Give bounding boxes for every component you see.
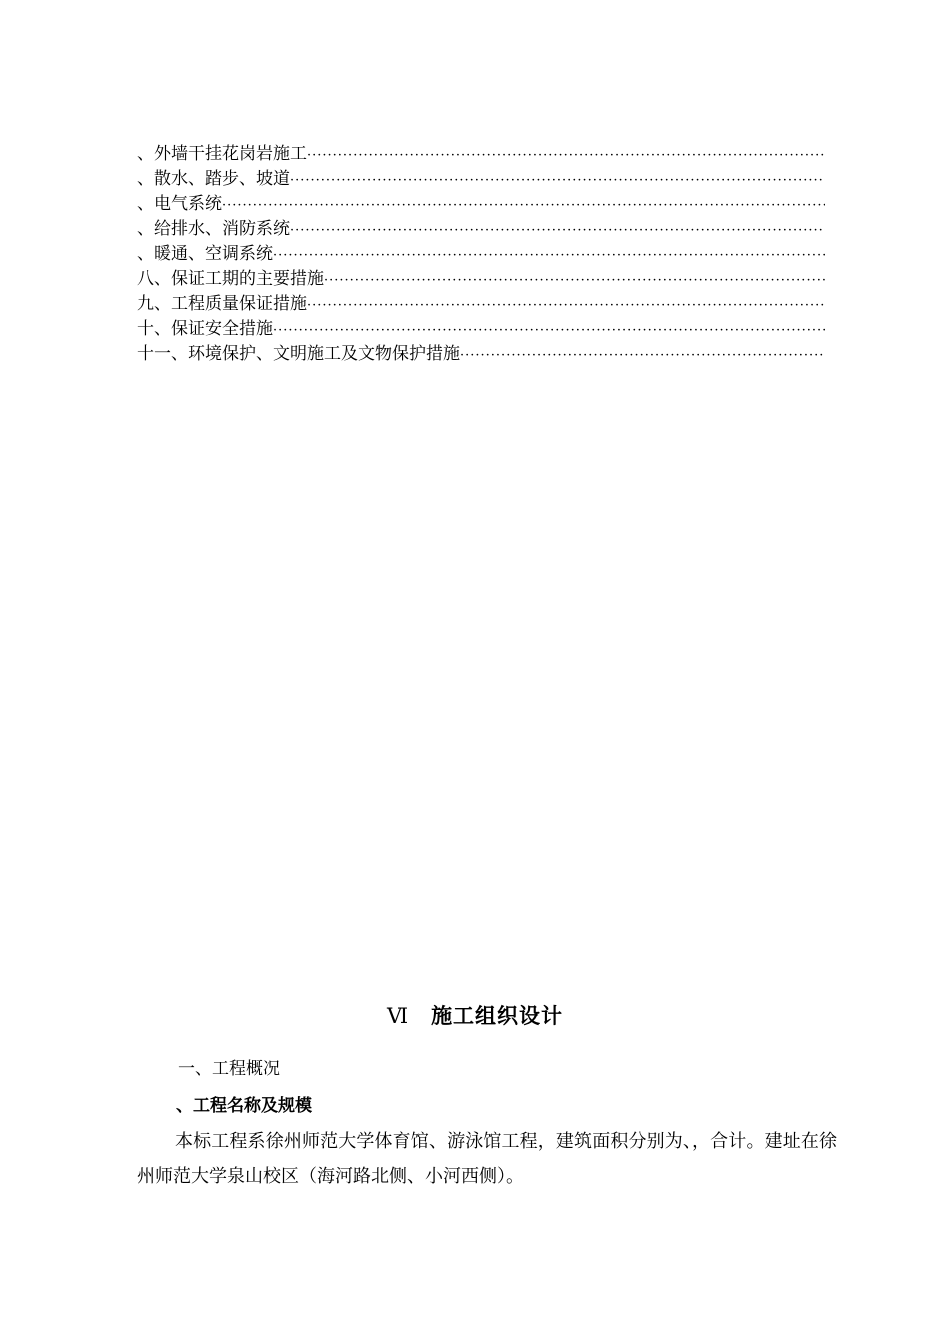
toc-entry[interactable] [137,267,825,292]
section-roman-numeral: Ⅵ [386,1004,410,1028]
section-title [0,1000,950,1030]
toc-dot-leader [222,193,825,218]
toc-dot-leader [307,293,825,318]
toc-entry-label: 十、保证安全措施 [137,319,273,339]
toc-entry[interactable] [137,292,825,317]
section-title-text: 施工组织设计 [431,1004,564,1028]
table-of-contents [137,142,825,367]
toc-entry-label: 九、工程质量保证措施 [137,294,307,314]
toc-entry-label: 、暖通、空调系统 [137,244,273,264]
toc-dot-leader [273,243,825,268]
toc-entry[interactable] [137,142,825,167]
toc-dot-leader [460,343,825,368]
toc-dot-leader [290,218,825,243]
toc-entry-label: 、散水、踏步、坡道 [137,169,290,189]
toc-entry[interactable] [137,192,825,217]
toc-entry-label: 十一、环境保护、文明施工及文物保护措施 [137,344,460,364]
toc-entry-label: 、给排水、消防系统 [137,219,290,239]
toc-dot-leader [307,143,825,168]
toc-entry[interactable] [137,217,825,242]
chapter-heading: 一、工程概况 [178,1059,280,1079]
toc-entry[interactable] [137,317,825,342]
toc-entry[interactable] [137,167,825,192]
toc-entry-label: 、电气系统 [137,194,222,214]
toc-dot-leader [324,268,825,293]
toc-entry[interactable] [137,342,825,367]
subsection-heading: 、工程名称及规模 [176,1096,312,1116]
toc-entry[interactable] [137,242,825,267]
toc-dot-leader [273,318,825,343]
toc-dot-leader [290,168,825,193]
toc-entry-label: 八、保证工期的主要措施 [137,269,324,289]
toc-entry-label: 、外墙干挂花岗岩施工 [137,144,307,164]
body-paragraph: 本标工程系徐州师范大学体育馆、游泳馆工程，建筑面积分别为、，合计。建址在徐州师范大学泉山校区（海河路北侧、小河西侧）。 [137,1131,837,1187]
